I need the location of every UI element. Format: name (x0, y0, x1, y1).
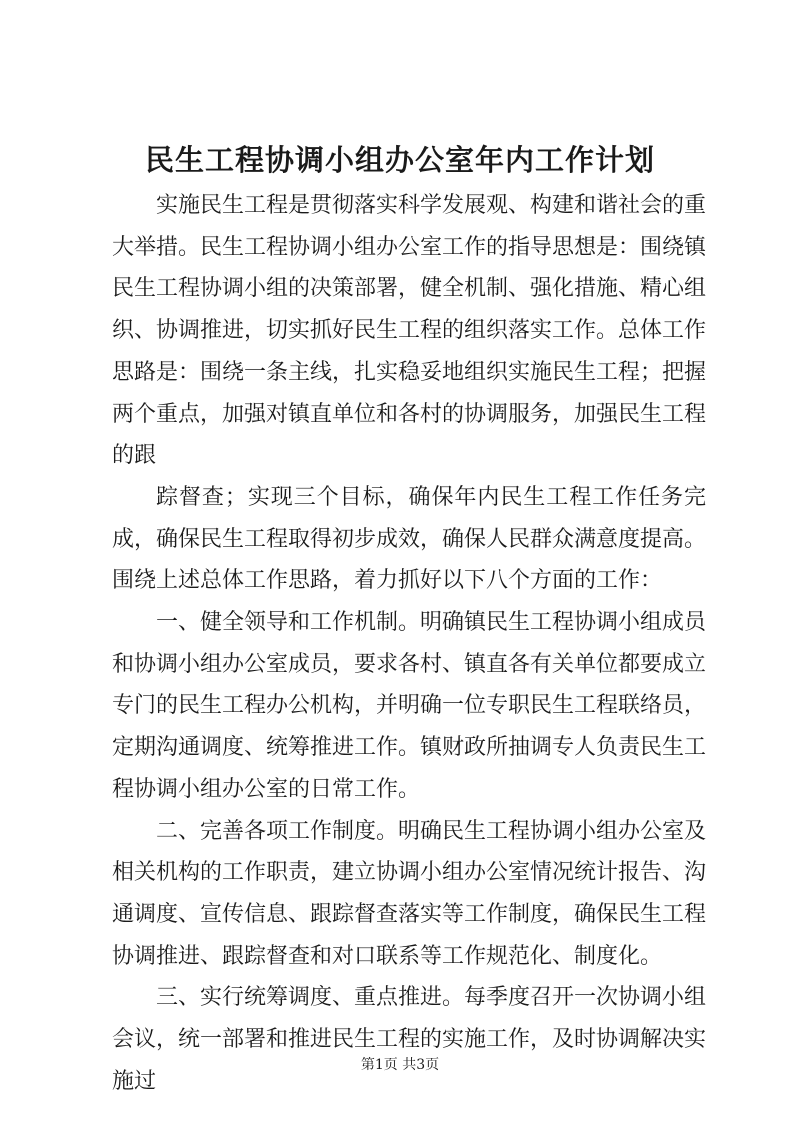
document-title: 民生工程协调小组办公室年内工作计划 (144, 143, 655, 177)
paragraph-section-two: 二、完善各项工作制度。明确民生工程协调小组办公室及相关机构的工作职责，建立协调小组办公室情况统计报告、沟通调度、宣传信息、跟踪督查落实等工作制度，确保民生工程协调推进、跟踪督查和对口联系等工作规范化、制度化。 (112, 818, 707, 969)
paragraph-continuation: 踪督查；实现三个目标，确保年内民生工程工作任务完成，确保民生工程取得初步成效，确保人民群众满意度提高。围绕上述总体工作思路，着力抓好以下八个方面的工作： (112, 484, 707, 594)
paragraph-intro: 实施民生工程是贯彻落实科学发展观、构建和谐社会的重大举措。民生工程协调小组办公室工作的指导思想是：围绕镇民生工程协调小组的决策部署，健全机制、强化措施、精心组织、协调推进，切实抓好民生工程的组织落实工作。总体工作思路是：围绕一条主线，扎实稳妥地组织实施民生工程；把握两个重点，加强对镇直单位和各村的协调服务，加强民生工程的跟 (112, 193, 707, 469)
paragraph-section-one: 一、健全领导和工作机制。明确镇民生工程协调小组成员和协调小组办公室成员，要求各村、镇直各有关单位都要成立专门的民生工程办公机构，并明确一位专职民生工程联络员，定期沟通调度、统筹推进工作。镇财政所抽调专人负责民生工程协调小组办公室的日常工作。 (112, 610, 707, 802)
paragraph-section-three: 三、实行统筹调度、重点推进。每季度召开一次协调小组会议，统一部署和推进民生工程的实施工作，及时协调解决实施过 (112, 985, 707, 1094)
page-footer: 第1页 共3页 (360, 1057, 440, 1073)
document-body (112, 185, 706, 1102)
